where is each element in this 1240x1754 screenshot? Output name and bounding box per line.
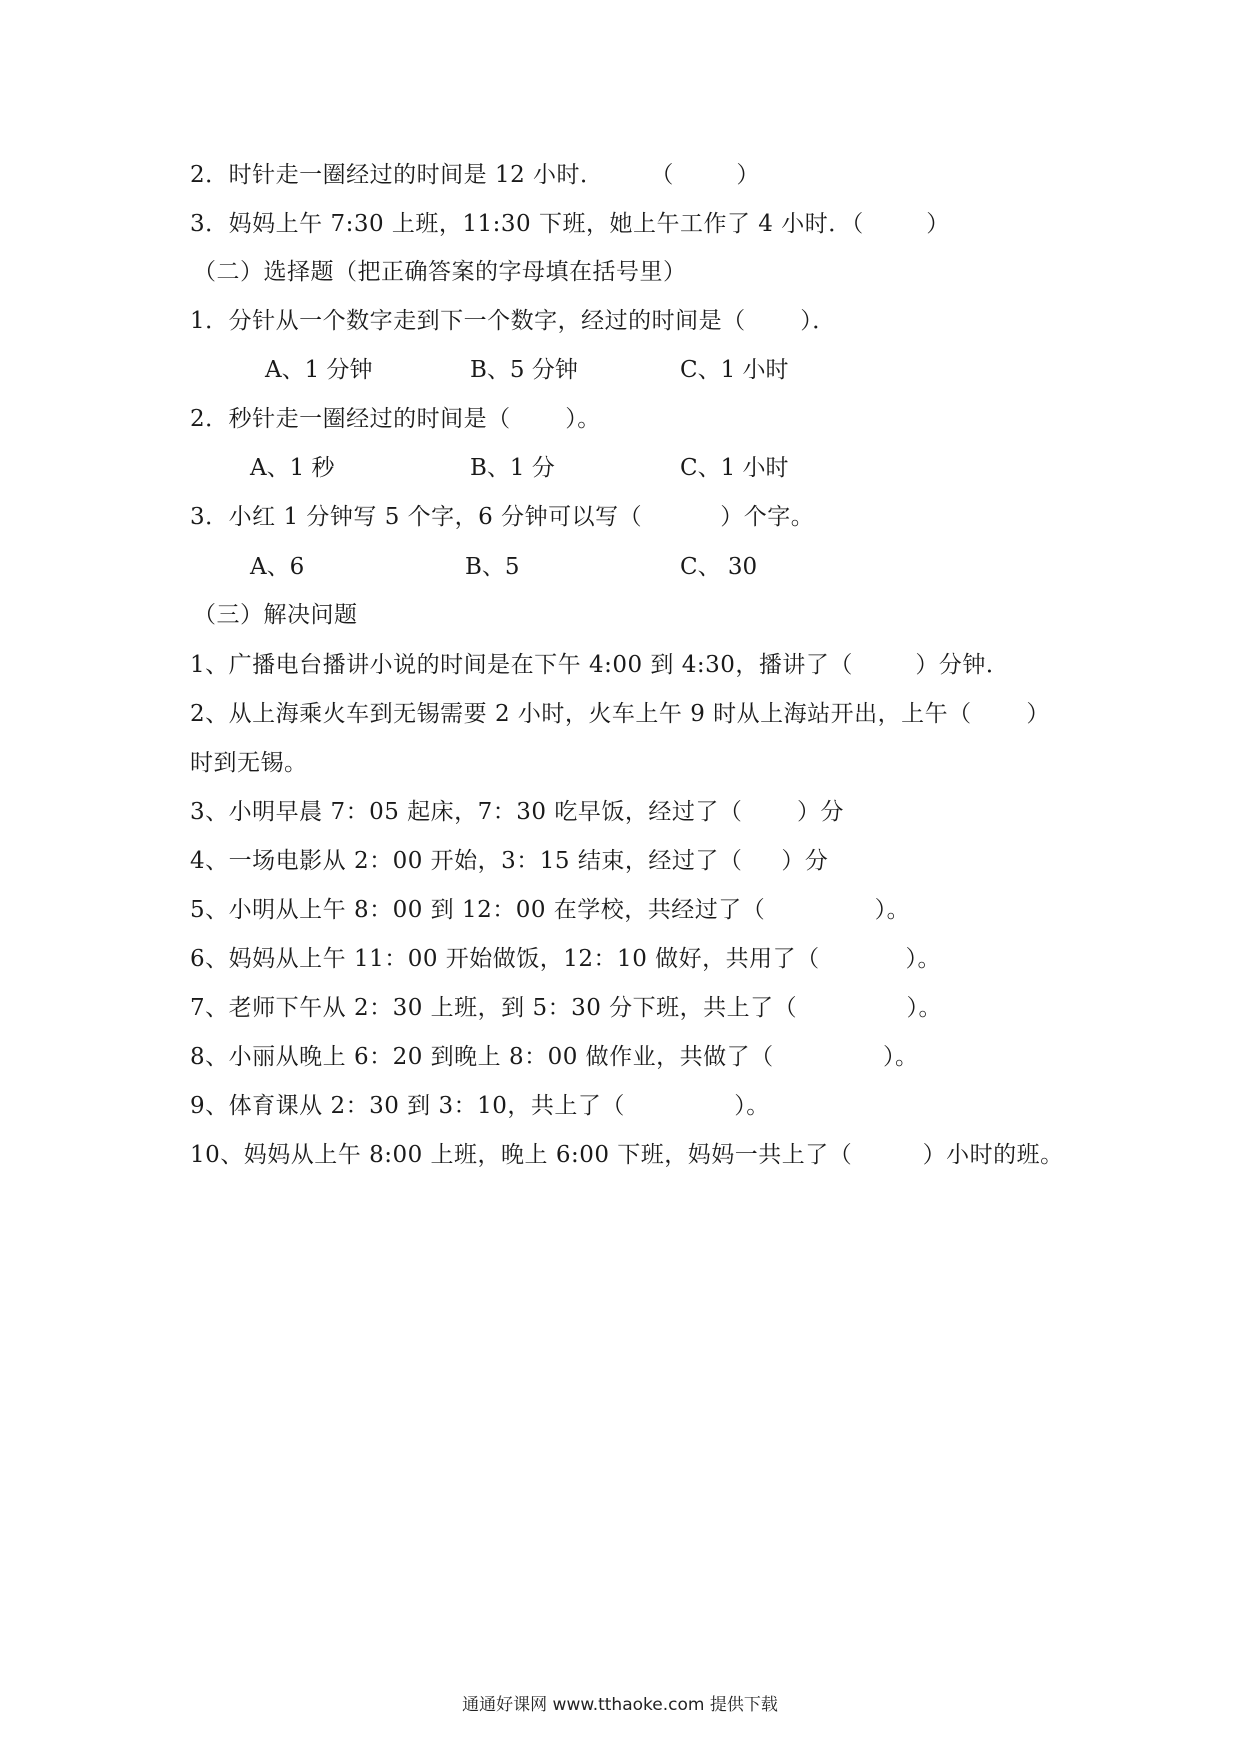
judge-question-3: 3．妈妈上午 7:30 上班，11:30 下班，她上午工作了 4 小时．（ ） bbox=[190, 211, 950, 237]
solve-question-6: 6、妈妈从上午 11：00 开始做饭，12：10 做好，共用了（ ）。 bbox=[190, 946, 942, 972]
solve-question-3: 3、小明早晨 7：05 起床，7：30 吃早饭，经过了（ ）分 bbox=[190, 799, 845, 825]
solve-question-4: 4、一场电影从 2：00 开始，3：15 结束，经过了（ ）分 bbox=[190, 848, 829, 874]
choice-question-2: 2．秒针走一圈经过的时间是（ ）。 bbox=[190, 406, 601, 432]
choice-2-option-c: C、1 小时 bbox=[680, 455, 789, 481]
solve-question-2: 2、从上海乘火车到无锡需要 2 小时，火车上午 9 时从上海站开出，上午（ ） bbox=[190, 701, 1050, 727]
choice-1-option-c: C、1 小时 bbox=[680, 357, 789, 383]
choice-1-option-a: A、1 分钟 bbox=[265, 357, 373, 383]
solve-section-heading: （三）解决问题 bbox=[193, 602, 358, 628]
choice-3-option-c: C、 30 bbox=[680, 554, 758, 580]
judge-question-2: 2．时针走一圈经过的时间是 12 小时． （ ） bbox=[190, 162, 760, 188]
solve-question-5: 5、小明从上午 8：00 到 12：00 在学校，共经过了（ ）。 bbox=[190, 897, 911, 923]
choice-3-option-a: A、6 bbox=[250, 554, 305, 580]
solve-question-8: 8、小丽从晚上 6：20 到晚上 8：00 做作业，共做了（ ）。 bbox=[190, 1044, 919, 1070]
solve-question-9: 9、体育课从 2：30 到 3：10，共上了（ ）。 bbox=[190, 1093, 770, 1119]
choice-1-option-b: B、5 分钟 bbox=[470, 357, 578, 383]
solve-question-1: 1、广播电台播讲小说的时间是在下午 4:00 到 4:30，播讲了（ ）分钟． bbox=[190, 652, 1010, 678]
choice-section-heading: （二）选择题（把正确答案的字母填在括号里） bbox=[193, 259, 687, 285]
choice-3-option-b: B、5 bbox=[465, 554, 520, 580]
solve-question-2-continued: 时到无锡。 bbox=[190, 750, 308, 776]
solve-question-10: 10、妈妈从上午 8:00 上班，晚上 6:00 下班，妈妈一共上了（ ）小时的班。 bbox=[190, 1142, 1064, 1168]
solve-question-7: 7、老师下午从 2：30 上班，到 5：30 分下班，共上了（ ）。 bbox=[190, 995, 943, 1021]
page-footer: 通通好课网 www.tthaoke.com 提供下载 bbox=[462, 1695, 778, 1715]
choice-2-option-b: B、1 分 bbox=[470, 455, 555, 481]
choice-2-option-a: A、1 秒 bbox=[250, 455, 335, 481]
choice-question-1: 1．分针从一个数字走到下一个数字，经过的时间是（ ）． bbox=[190, 308, 836, 334]
choice-question-3: 3．小红 1 分钟写 5 个字，6 分钟可以写（ ）个字。 bbox=[190, 504, 815, 530]
